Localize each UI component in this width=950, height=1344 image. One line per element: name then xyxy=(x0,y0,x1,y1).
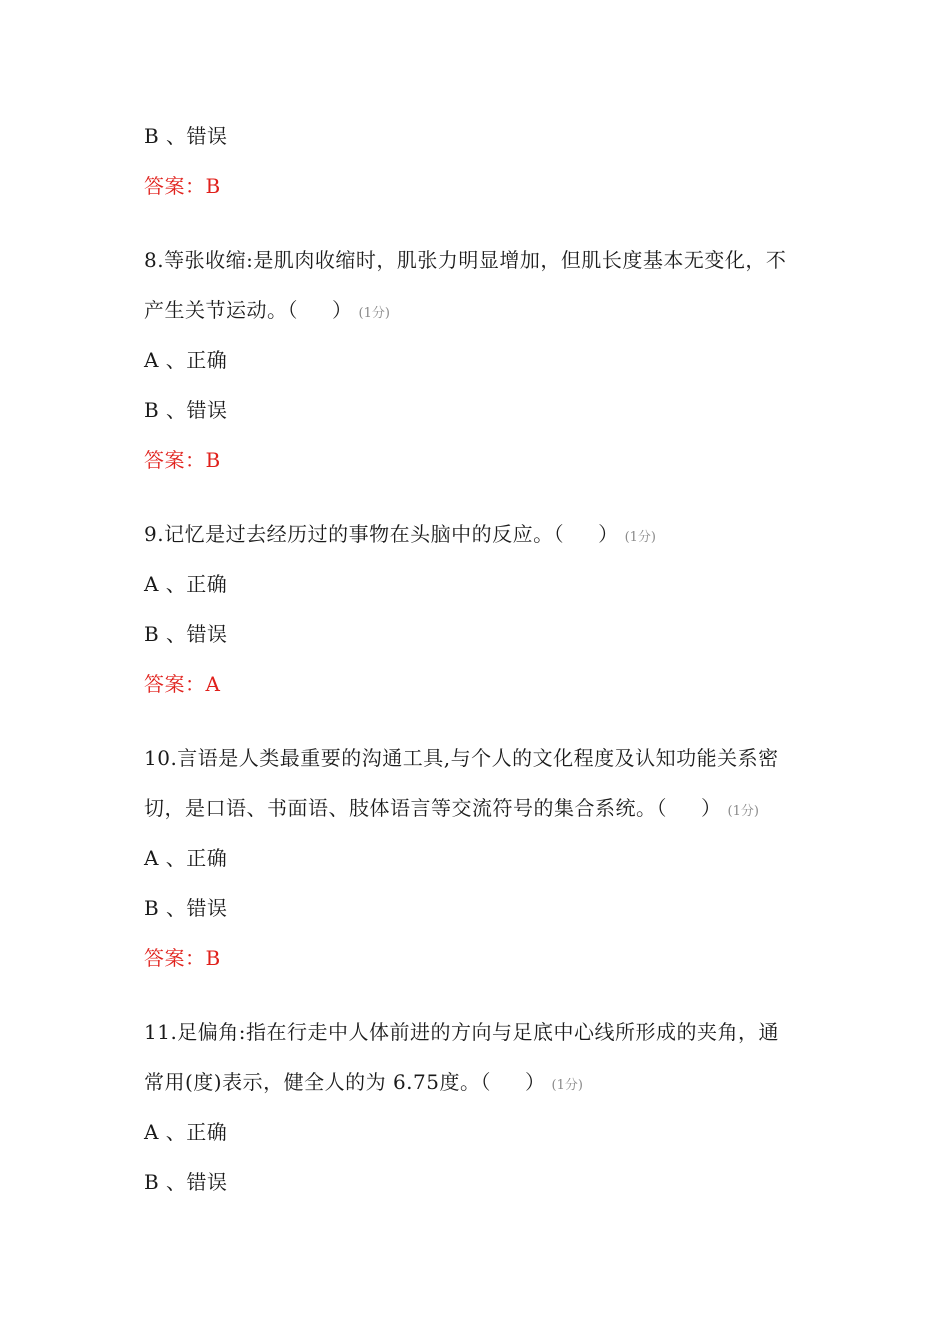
q8-score: (1分) xyxy=(358,306,390,321)
q10-question-line-1: 10.言语是人类最重要的沟通工具,与个人的文化程度及认知功能关系密 xyxy=(144,746,779,770)
q8-option-b: B 、错误 xyxy=(144,398,228,422)
q11-question-line-2 xyxy=(144,1068,583,1100)
q9-question-text: 9.记忆是过去经历过的事物在头脑中的反应。（ xyxy=(144,522,565,546)
q8-answer: 答案：B xyxy=(144,448,221,472)
q10-answer: 答案：B xyxy=(144,946,221,970)
q9-answer: 答案：A xyxy=(144,672,221,696)
q8-question-line-2 xyxy=(144,296,390,328)
q10-option-b: B 、错误 xyxy=(144,896,228,920)
q8-option-a: A 、正确 xyxy=(144,348,228,372)
q11-option-b: B 、错误 xyxy=(144,1170,228,1194)
q10-question-line-2 xyxy=(144,794,759,826)
q11-question-line-1: 11.足偏角:指在行走中人体前进的方向与足底中心线所形成的夹角，通 xyxy=(144,1020,780,1044)
q11-score: (1分) xyxy=(551,1078,583,1093)
q8-question-line-1: 8.等张收缩:是肌肉收缩时，肌张力明显增加，但肌长度基本无变化，不 xyxy=(144,248,787,272)
q11-option-a: A 、正确 xyxy=(144,1120,228,1144)
q8-question-text: 产生关节运动。（ xyxy=(144,298,298,322)
q9-close-paren: ） xyxy=(598,522,619,546)
q7-answer: 答案：B xyxy=(144,174,221,198)
q9-option-b: B 、错误 xyxy=(144,622,228,646)
q9-score: (1分) xyxy=(624,530,657,545)
q10-close-paren: ） xyxy=(701,796,722,820)
q10-score: (1分) xyxy=(727,804,759,819)
q11-close-paren: ） xyxy=(525,1070,546,1094)
q8-close-paren: ） xyxy=(332,298,353,322)
q11-question-text: 常用(度)表示，健全人的为 6.75度。（ xyxy=(144,1070,491,1094)
q9-question-line-1 xyxy=(144,520,656,552)
q10-option-a: A 、正确 xyxy=(144,846,228,870)
q10-question-text: 切，是口语、书面语、肢体语言等交流符号的集合系统。（ xyxy=(144,796,667,820)
q9-option-a: A 、正确 xyxy=(144,572,228,596)
q7-option-b: B 、错误 xyxy=(144,124,228,148)
